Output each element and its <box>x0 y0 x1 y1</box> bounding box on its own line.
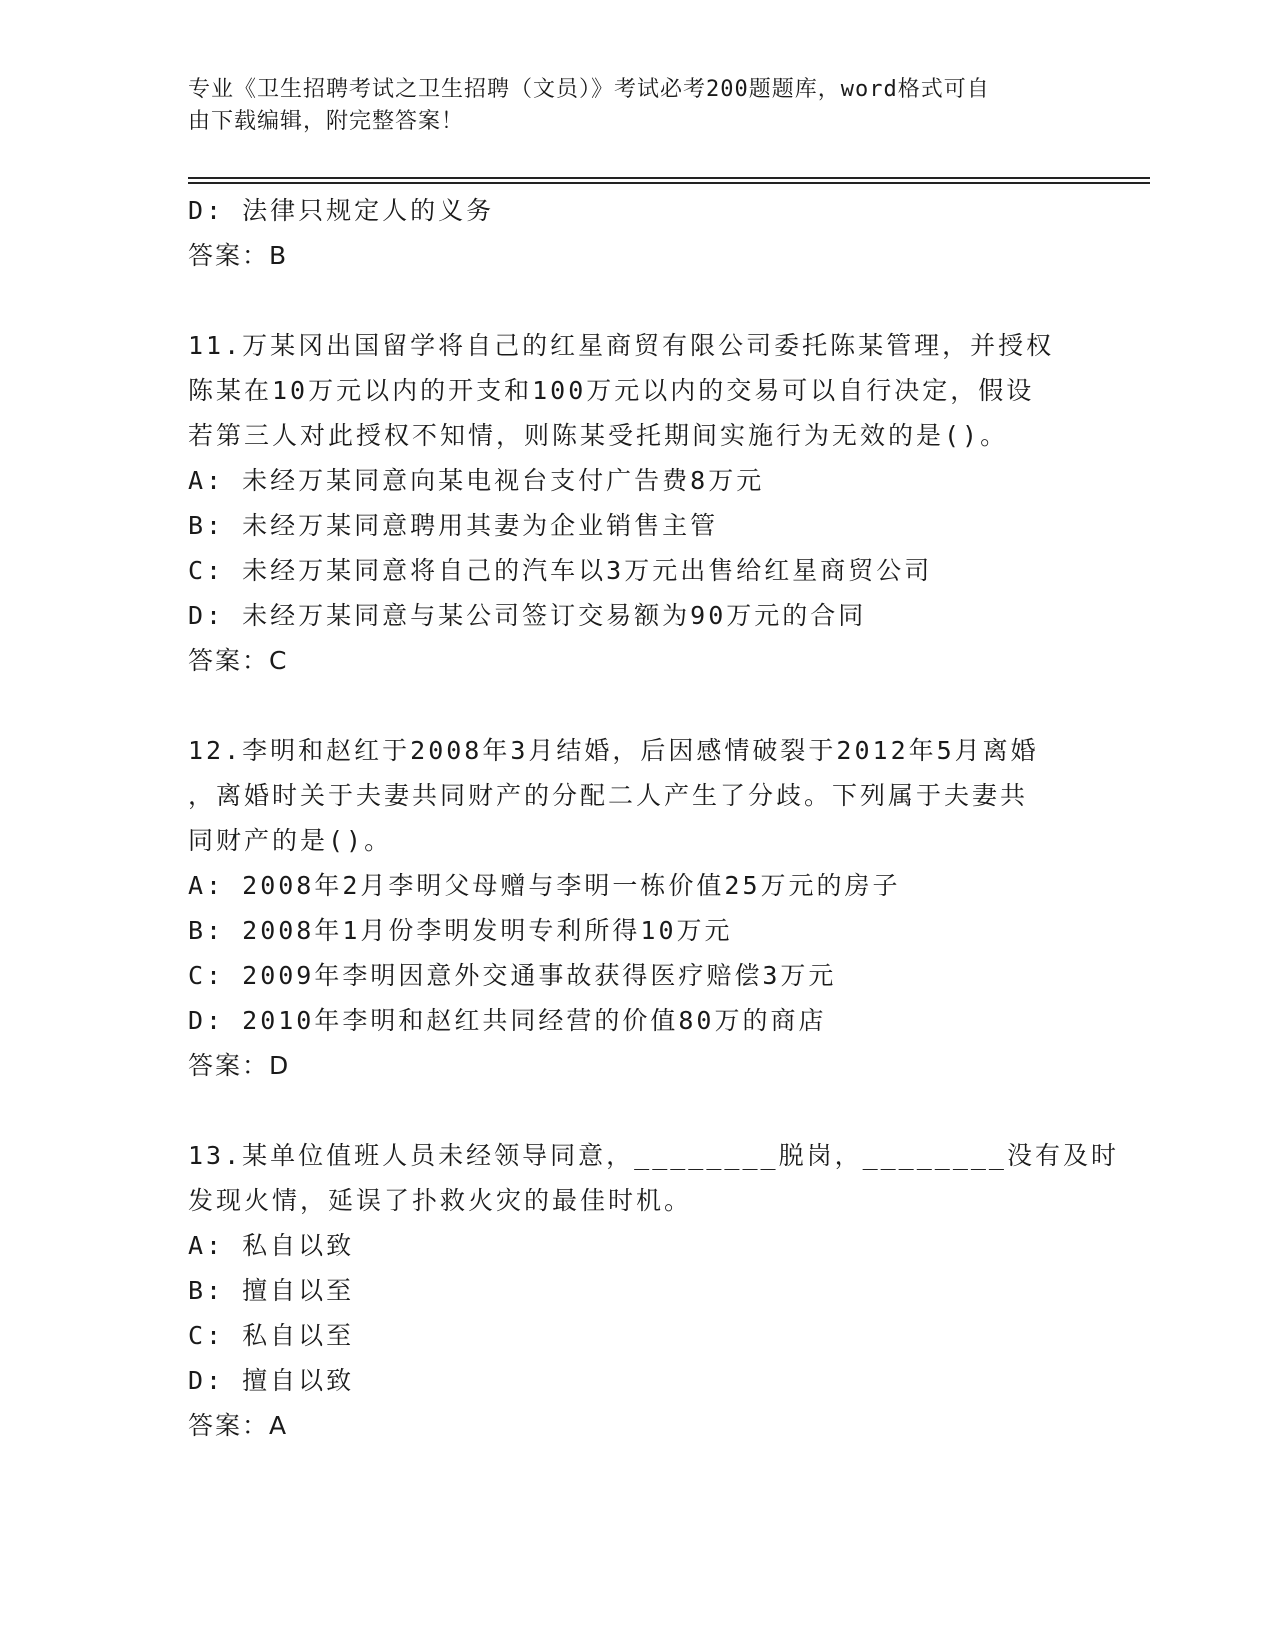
option-d: D: 未经万某同意与某公司签订交易额为90万元的合同 <box>188 601 867 630</box>
option-c: C: 未经万某同意将自己的汽车以3万元出售给红星商贸公司 <box>188 556 933 585</box>
question-stem-line: 陈某在10万元以内的开支和100万元以内的交易可以自行决定，假设 <box>188 376 1035 405</box>
question-10-tail <box>188 188 1088 278</box>
question-stem-line: ，离婚时关于夫妻共同财产的分配二人产生了分歧。下列属于夫妻共 <box>188 781 1029 810</box>
option-b: B: 未经万某同意聘用其妻为企业销售主管 <box>188 511 719 540</box>
option-a: A: 2008年2月李明父母赠与李明一栋价值25万元的房子 <box>188 871 901 900</box>
option-c: C: 私自以至 <box>188 1321 355 1350</box>
header-divider-bottom <box>188 182 1150 184</box>
question-stem-line: 同财产的是()。 <box>188 826 393 855</box>
question-stem-line: 发现火情，延误了扑救火灾的最佳时机。 <box>188 1186 693 1215</box>
answer-line: 答案：A <box>188 1411 289 1440</box>
answer-line: 答案：B <box>188 241 289 270</box>
document-header <box>188 74 1068 138</box>
answer-line: 答案：C <box>188 646 289 675</box>
question-12 <box>188 728 1088 1088</box>
header-divider-top <box>188 177 1150 179</box>
option-a: A: 私自以致 <box>188 1231 355 1260</box>
question-13 <box>188 1133 1119 1448</box>
header-line-2: 由下载编辑，附完整答案！ <box>188 109 465 134</box>
header-line-1: 专业《卫生招聘考试之卫生招聘（文员）》考试必考200题题库，word格式可自 <box>188 77 990 102</box>
option-d: D: 法律只规定人的义务 <box>188 196 495 225</box>
option-c: C: 2009年李明因意外交通事故获得医疗赔偿3万元 <box>188 961 837 990</box>
question-stem-line: 12.李明和赵红于2008年3月结婚，后因感情破裂于2012年5月离婚 <box>188 736 1039 765</box>
option-a: A: 未经万某同意向某电视台支付广告费8万元 <box>188 466 765 495</box>
question-11 <box>188 323 1088 683</box>
option-d: D: 2010年李明和赵红共同经营的价值80万的商店 <box>188 1006 827 1035</box>
option-b: B: 擅自以至 <box>188 1276 355 1305</box>
document-body <box>188 188 1119 1448</box>
answer-line: 答案：D <box>188 1051 291 1080</box>
question-stem-line: 11.万某冈出国留学将自己的红星商贸有限公司委托陈某管理，并授权 <box>188 331 1055 360</box>
option-b: B: 2008年1月份李明发明专利所得10万元 <box>188 916 733 945</box>
question-stem-line: 13.某单位值班人员未经领导同意，________脱岗，________没有及时 <box>188 1141 1119 1170</box>
option-d: D: 擅自以致 <box>188 1366 355 1395</box>
question-stem-line: 若第三人对此授权不知情，则陈某受托期间实施行为无效的是()。 <box>188 421 1009 450</box>
